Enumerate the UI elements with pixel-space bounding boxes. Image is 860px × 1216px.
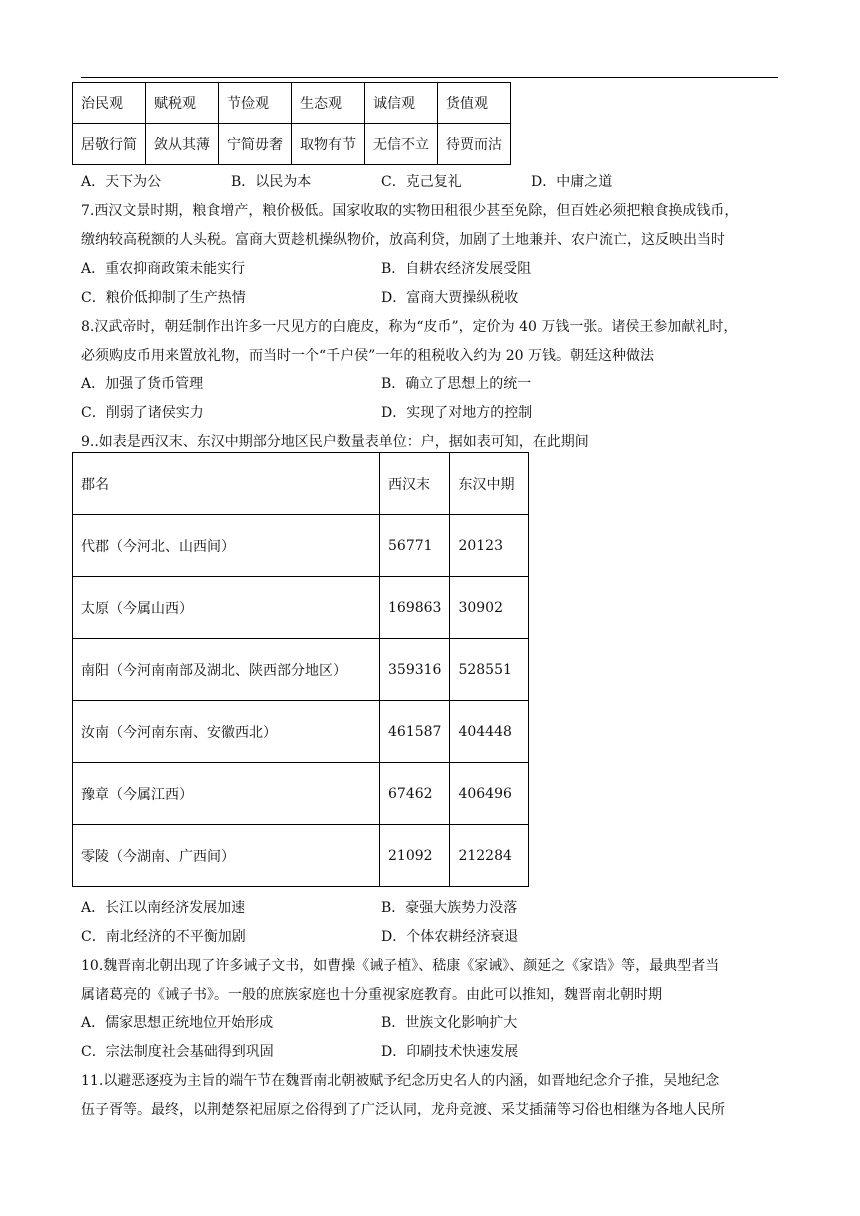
column-header: 郡名: [73, 453, 380, 515]
table-cell: 治民观: [73, 83, 146, 124]
q9-option-a: A．长江以南经济发展加速: [81, 900, 246, 916]
q10-option-a: A．儒家思想正统地位开始形成: [81, 1015, 274, 1031]
table-cell: 宁简毋奢: [219, 124, 292, 165]
q11-stem-line-2: 伍子胥等。最终，以荆楚祭祀屈原之俗得到了广泛认同，龙舟竞渡、采艾插蒲等习俗也相继为各地人民所: [81, 1102, 725, 1118]
table-row: [73, 701, 529, 763]
table-cell: 212284: [450, 825, 529, 887]
table-cell: 待贾而沽: [438, 124, 511, 165]
q8-option-b: B．确立了思想上的统一: [381, 376, 532, 392]
table-cell: 21092: [380, 825, 450, 887]
table-cell: 货值观: [438, 83, 511, 124]
table-cell: 67462: [380, 763, 450, 825]
population-table: [72, 452, 529, 887]
column-header: 西汉末: [380, 453, 450, 515]
table-row: [73, 515, 529, 577]
table-row: [73, 577, 529, 639]
q10-stem-line-2: 属诸葛亮的《诫子书》。一般的庶族家庭也十分重视家庭教育。由此可以推知，魏晋南北朝时期: [81, 987, 662, 1003]
q8-stem-line-2: 必须购皮币用来置放礼物，而当时一个“千户侯”一年的租税收入约为 20 万钱。朝廷这种做法: [81, 348, 655, 364]
q7-option-b: B．自耕农经济发展受阻: [381, 261, 532, 277]
table-cell: 代郡（今河北、山西间）: [73, 515, 380, 577]
table-cell: 汝南（今河南东南、安徽西北）: [73, 701, 380, 763]
q6-option-a: A．天下为公: [81, 174, 162, 190]
table-cell: 406496: [450, 763, 529, 825]
table-row: [73, 763, 529, 825]
q6-option-d: D．中庸之道: [531, 174, 613, 190]
table-row: [73, 639, 529, 701]
column-header: 东汉中期: [450, 453, 529, 515]
table-cell: 169863: [380, 577, 450, 639]
table-cell: 30902: [450, 577, 529, 639]
table-row: [73, 124, 511, 165]
table-cell: 南阳（今河南南部及湖北、陕西部分地区）: [73, 639, 380, 701]
q9-option-c: C．南北经济的不平衡加剧: [81, 929, 246, 945]
table-header-row: [73, 453, 529, 515]
q10-option-c: C．宗法制度社会基础得到巩固: [81, 1044, 274, 1060]
table-cell: 20123: [450, 515, 529, 577]
table-cell: 居敬行简: [73, 124, 146, 165]
q9-option-d: D．个体农耕经济衰退: [381, 929, 519, 945]
q8-option-a: A．加强了货币管理: [81, 376, 204, 392]
table-cell: 无信不立: [365, 124, 438, 165]
q9-option-b: B．豪强大族势力没落: [381, 900, 518, 916]
q10-option-b: B．世族文化影响扩大: [381, 1015, 518, 1031]
table-cell: 取物有节: [292, 124, 365, 165]
table-cell: 诚信观: [365, 83, 438, 124]
q11-stem-line-1: 11.以避恶逐疫为主旨的端午节在魏晋南北朝被赋予纪念历史名人的内涵，如晋地纪念介子推，吴地纪念: [81, 1073, 720, 1089]
header-rule: [81, 77, 778, 78]
q8-option-c: C．削弱了诸侯实力: [81, 405, 204, 421]
q7-option-c: C．粮价低抑制了生产热情: [81, 290, 246, 306]
q6-option-c: C．克己复礼: [381, 174, 462, 190]
table-cell: 节俭观: [219, 83, 292, 124]
q7-stem-line-1: 7.西汉文景时期，粮食增产，粮价极低。国家收取的实物田租很少甚至免除，但百姓必须把粮食换成钱币，: [81, 203, 739, 219]
table-cell: 56771: [380, 515, 450, 577]
q7-option-a: A．重农抑商政策未能实行: [81, 261, 246, 277]
table-cell: 赋税观: [146, 83, 219, 124]
q8-option-d: D．实现了对地方的控制: [381, 405, 533, 421]
q10-option-d: D．印刷技术快速发展: [381, 1044, 519, 1060]
q6-option-b: B．以民为本: [231, 174, 312, 190]
table-cell: 豫章（今属江西）: [73, 763, 380, 825]
table-cell: 528551: [450, 639, 529, 701]
table-cell: 生态观: [292, 83, 365, 124]
q9-stem: 9..如表是西汉末、东汉中期部分地区民户数量表单位：户，据如表可知，在此期间: [81, 434, 589, 450]
table-cell: 404448: [450, 701, 529, 763]
q7-stem-line-2: 缴纳较高税额的人头税。富商大贾趁机操纵物价，放高利贷，加剧了土地兼并、农户流亡，这反映出当时: [81, 232, 725, 248]
values-table: [72, 82, 511, 165]
table-cell: 零陵（今湖南、广西间）: [73, 825, 380, 887]
q7-option-d: D．富商大贾操纵税收: [381, 290, 519, 306]
table-cell: 461587: [380, 701, 450, 763]
table-cell: 359316: [380, 639, 450, 701]
q10-stem-line-1: 10.魏晋南北朝出现了许多诫子文书，如曹操《诫子植》、嵇康《家诫》、颜延之《家诰》等，最典型者当: [81, 958, 720, 974]
table-row: [73, 83, 511, 124]
q8-stem-line-1: 8.汉武帝时，朝廷制作出许多一尺见方的白鹿皮，称为“皮币”，定价为 40 万钱一张。诸侯王参加献礼时，: [81, 319, 738, 335]
table-cell: 敛从其薄: [146, 124, 219, 165]
table-cell: 太原（今属山西）: [73, 577, 380, 639]
table-row: [73, 825, 529, 887]
